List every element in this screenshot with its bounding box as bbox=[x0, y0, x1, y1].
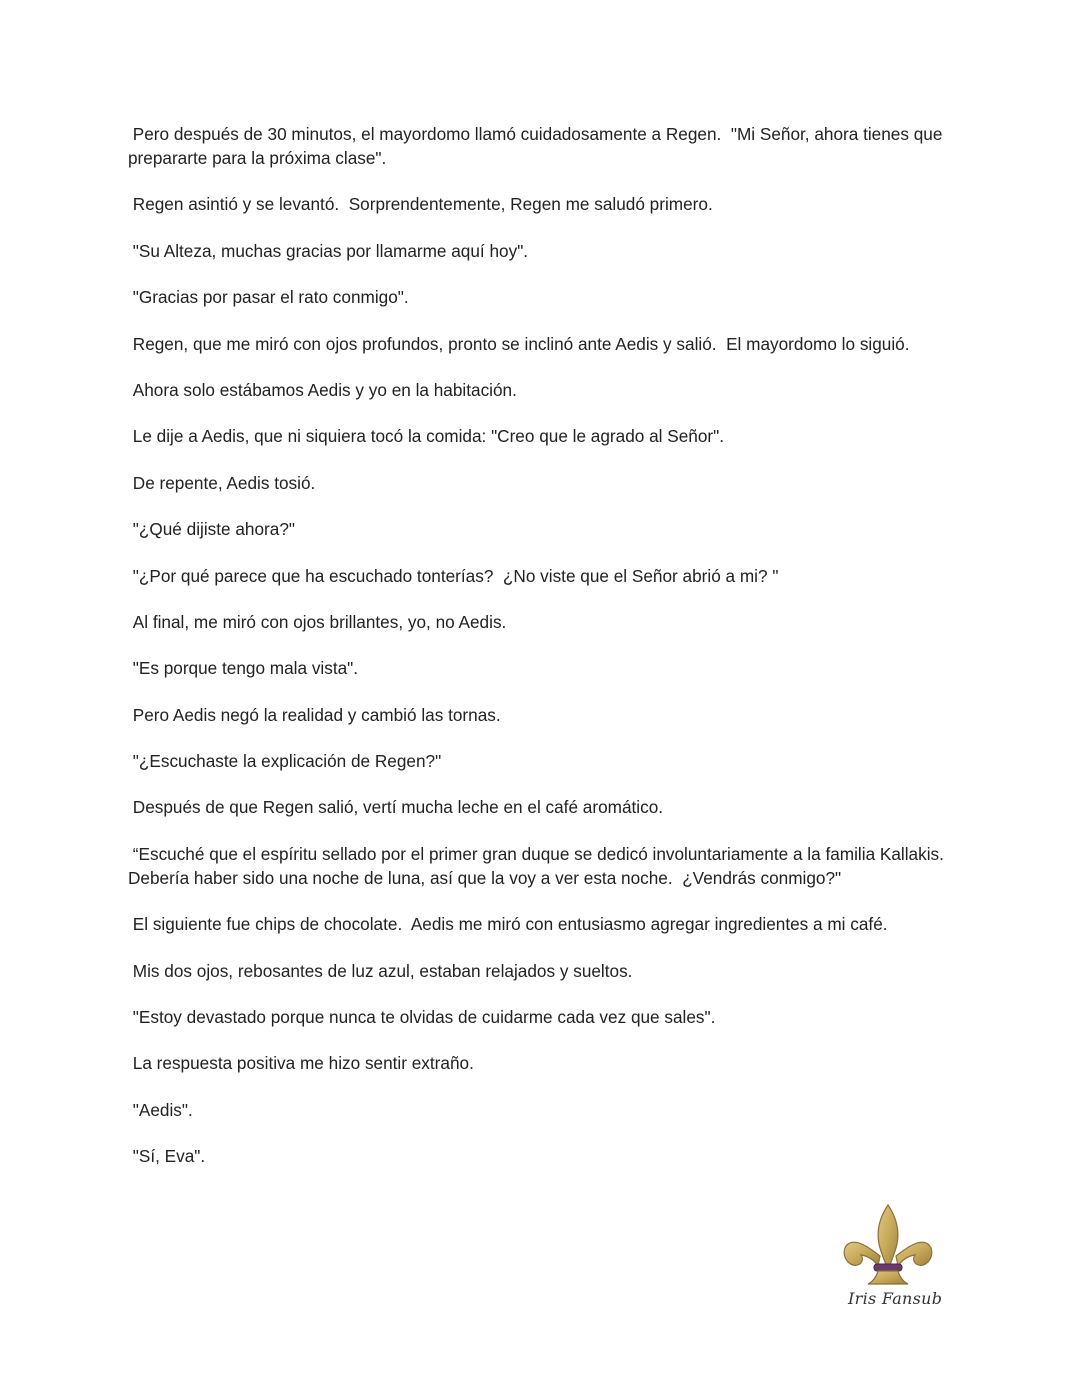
paragraph: El siguiente fue chips de chocolate. Aedis me miró con entusiasmo agregar ingredientes a mi café. bbox=[128, 914, 888, 935]
paragraph: "¿Qué dijiste ahora?" bbox=[128, 519, 295, 540]
paragraph: Ahora solo estábamos Aedis y yo en la habitación. bbox=[128, 379, 517, 400]
paragraph: Pero después de 30 minutos, el mayordomo llamó cuidadosamente a Regen. "Mi Señor, ahora tienes que prepararte para la próxima clase". bbox=[128, 124, 948, 168]
paragraph: "¿Escuchaste la explicación de Regen?" bbox=[128, 751, 442, 772]
paragraph: "Aedis". bbox=[128, 1099, 193, 1120]
document-body bbox=[128, 122, 954, 1191]
paragraph: Regen, que me miró con ojos profundos, pronto se inclinó ante Aedis y salió. El mayordomo lo siguió. bbox=[128, 333, 910, 354]
paragraph: Pero Aedis negó la realidad y cambió las tornas. bbox=[128, 704, 501, 725]
paragraph: De repente, Aedis tosió. bbox=[128, 472, 316, 493]
paragraph: "Gracias por pasar el rato conmigo". bbox=[128, 287, 409, 308]
logo-text: Iris Fansub bbox=[848, 1289, 943, 1308]
paragraph: La respuesta positiva me hizo sentir extraño. bbox=[128, 1053, 474, 1074]
paragraph: Mis dos ojos, rebosantes de luz azul, estaban relajados y sueltos. bbox=[128, 960, 633, 981]
paragraph: "Es porque tengo mala vista". bbox=[128, 658, 359, 679]
paragraph: “Escuché que el espíritu sellado por el primer gran duque se dedicó involuntariamente a la familia Kallakis. Debería haber sido una noche de luna, así que la voy a ver esta noche. ¿Vendrás conmigo?" bbox=[128, 843, 954, 888]
paragraph: Regen asintió y se levantó. Sorprendentemente, Regen me saludó primero. bbox=[128, 194, 713, 215]
paragraph: "Estoy devastado porque nunca te olvidas de cuidarme cada vez que sales". bbox=[128, 1007, 716, 1028]
paragraph: Le dije a Aedis, que ni siquiera tocó la comida: "Creo que le agrado al Señor". bbox=[128, 426, 724, 447]
paragraph: "Su Alteza, muchas gracias por llamarme aquí hoy". bbox=[128, 240, 529, 261]
paragraph: Al final, me miró con ojos brillantes, yo, no Aedis. bbox=[128, 611, 507, 632]
paragraph: "¿Por qué parece que ha escuchado tonterías? ¿No viste que el Señor abrió a mi? " bbox=[128, 565, 779, 586]
paragraph: Después de que Regen salió, vertí mucha leche en el café aromático. bbox=[128, 797, 664, 818]
paragraph: "Sí, Eva". bbox=[128, 1146, 206, 1167]
